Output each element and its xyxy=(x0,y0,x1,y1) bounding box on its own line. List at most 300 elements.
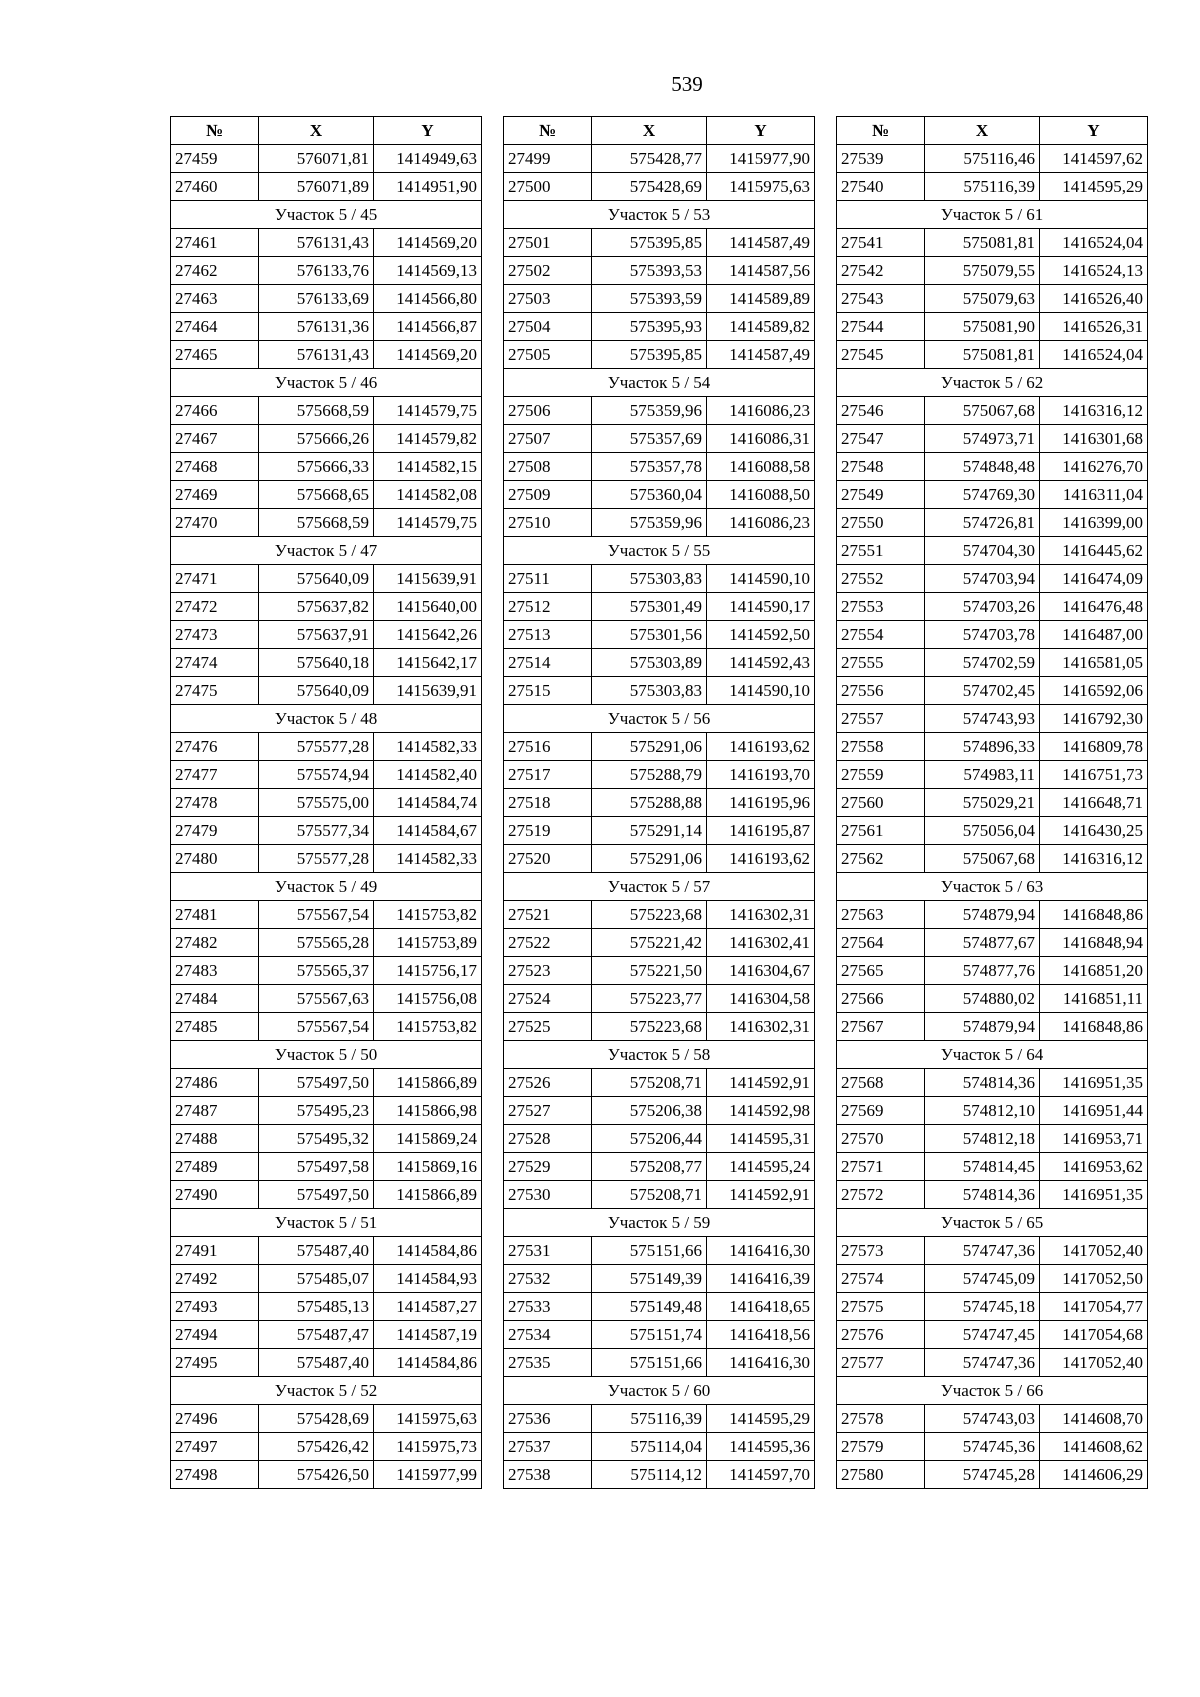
coord-x: 575288,88 xyxy=(592,789,707,817)
coord-y: 1417052,40 xyxy=(1040,1349,1148,1377)
coord-y: 1414584,67 xyxy=(374,817,482,845)
point-number: 27514 xyxy=(504,649,592,677)
coord-y: 1414589,89 xyxy=(707,285,815,313)
table-row xyxy=(171,1433,482,1461)
table-row xyxy=(504,845,815,873)
table-row xyxy=(171,817,482,845)
table-row xyxy=(837,957,1148,985)
coord-y: 1415869,16 xyxy=(374,1153,482,1181)
table-row xyxy=(504,1097,815,1125)
header-y: Y xyxy=(374,117,482,145)
coord-x: 575637,82 xyxy=(259,593,374,621)
coord-y: 1414592,50 xyxy=(707,621,815,649)
point-number: 27573 xyxy=(837,1237,925,1265)
table-row xyxy=(171,453,482,481)
coord-x: 575574,94 xyxy=(259,761,374,789)
point-number: 27471 xyxy=(171,565,259,593)
coord-x: 575428,69 xyxy=(592,173,707,201)
coord-x: 575116,39 xyxy=(925,173,1040,201)
coord-y: 1416848,94 xyxy=(1040,929,1148,957)
point-number: 27469 xyxy=(171,481,259,509)
point-number: 27463 xyxy=(171,285,259,313)
coordinates-table-right xyxy=(836,116,1148,1489)
table-header-row xyxy=(504,117,815,145)
coord-y: 1414595,24 xyxy=(707,1153,815,1181)
point-number: 27516 xyxy=(504,733,592,761)
coord-y: 1416195,96 xyxy=(707,789,815,817)
section-title: Участок 5 / 65 xyxy=(837,1209,1148,1237)
point-number: 27551 xyxy=(837,537,925,565)
coord-x: 574814,36 xyxy=(925,1069,1040,1097)
point-number: 27521 xyxy=(504,901,592,929)
point-number: 27537 xyxy=(504,1433,592,1461)
coord-y: 1414592,91 xyxy=(707,1069,815,1097)
table-row xyxy=(171,229,482,257)
coord-x: 575428,69 xyxy=(259,1405,374,1433)
coord-y: 1416951,35 xyxy=(1040,1181,1148,1209)
point-number: 27512 xyxy=(504,593,592,621)
table-row xyxy=(171,1013,482,1041)
point-number: 27578 xyxy=(837,1405,925,1433)
coord-x: 575640,09 xyxy=(259,565,374,593)
table-row xyxy=(837,397,1148,425)
point-number: 27483 xyxy=(171,957,259,985)
table-row xyxy=(504,1237,815,1265)
point-number: 27502 xyxy=(504,257,592,285)
coord-x: 576131,36 xyxy=(259,313,374,341)
header-y: Y xyxy=(707,117,815,145)
coord-y: 1414592,98 xyxy=(707,1097,815,1125)
coord-x: 575221,42 xyxy=(592,929,707,957)
coord-y: 1414584,86 xyxy=(374,1237,482,1265)
point-number: 27574 xyxy=(837,1265,925,1293)
coord-x: 575565,28 xyxy=(259,929,374,957)
section-row xyxy=(171,1377,482,1405)
table-row xyxy=(837,649,1148,677)
coord-y: 1414582,15 xyxy=(374,453,482,481)
coord-x: 575079,63 xyxy=(925,285,1040,313)
coord-y: 1414608,70 xyxy=(1040,1405,1148,1433)
coord-y: 1414582,33 xyxy=(374,733,482,761)
coord-x: 575081,81 xyxy=(925,341,1040,369)
point-number: 27504 xyxy=(504,313,592,341)
point-number: 27527 xyxy=(504,1097,592,1125)
coord-y: 1416304,58 xyxy=(707,985,815,1013)
coord-x: 575666,33 xyxy=(259,453,374,481)
point-number: 27525 xyxy=(504,1013,592,1041)
table-row xyxy=(837,481,1148,509)
point-number: 27555 xyxy=(837,649,925,677)
table-row xyxy=(837,145,1148,173)
point-number: 27497 xyxy=(171,1433,259,1461)
table-row xyxy=(837,1153,1148,1181)
coord-y: 1416848,86 xyxy=(1040,901,1148,929)
coord-y: 1416086,23 xyxy=(707,509,815,537)
header-x: X xyxy=(259,117,374,145)
section-title: Участок 5 / 56 xyxy=(504,705,815,733)
coord-y: 1416086,23 xyxy=(707,397,815,425)
coord-y: 1415977,90 xyxy=(707,145,815,173)
header-number: № xyxy=(837,117,925,145)
section-title: Участок 5 / 59 xyxy=(504,1209,815,1237)
section-row xyxy=(837,369,1148,397)
point-number: 27464 xyxy=(171,313,259,341)
table-row xyxy=(504,481,815,509)
table-row xyxy=(504,733,815,761)
coord-y: 1414569,20 xyxy=(374,229,482,257)
table-row xyxy=(837,509,1148,537)
table-row xyxy=(171,397,482,425)
coord-y: 1416951,44 xyxy=(1040,1097,1148,1125)
point-number: 27567 xyxy=(837,1013,925,1041)
section-row xyxy=(171,369,482,397)
coord-y: 1414592,43 xyxy=(707,649,815,677)
coord-x: 575428,77 xyxy=(592,145,707,173)
coord-x: 575303,83 xyxy=(592,677,707,705)
table-header-row xyxy=(837,117,1148,145)
table-row xyxy=(837,705,1148,733)
table-row xyxy=(504,173,815,201)
coord-y: 1416088,50 xyxy=(707,481,815,509)
point-number: 27462 xyxy=(171,257,259,285)
coord-x: 574877,76 xyxy=(925,957,1040,985)
table-row xyxy=(504,565,815,593)
section-row xyxy=(837,1377,1148,1405)
point-number: 27511 xyxy=(504,565,592,593)
table-row xyxy=(171,957,482,985)
table-row xyxy=(504,1405,815,1433)
coord-x: 574745,18 xyxy=(925,1293,1040,1321)
table-header-row xyxy=(171,117,482,145)
coord-y: 1415639,91 xyxy=(374,565,482,593)
coord-y: 1414949,63 xyxy=(374,145,482,173)
table-row xyxy=(504,313,815,341)
point-number: 27535 xyxy=(504,1349,592,1377)
coord-y: 1414569,13 xyxy=(374,257,482,285)
coord-y: 1414587,19 xyxy=(374,1321,482,1349)
coord-x: 575116,39 xyxy=(592,1405,707,1433)
coord-y: 1414587,49 xyxy=(707,229,815,257)
point-number: 27481 xyxy=(171,901,259,929)
point-number: 27506 xyxy=(504,397,592,425)
coord-x: 576133,69 xyxy=(259,285,374,313)
coord-x: 574704,30 xyxy=(925,537,1040,565)
table-row xyxy=(504,1349,815,1377)
coord-y: 1416524,04 xyxy=(1040,229,1148,257)
coord-y: 1414584,93 xyxy=(374,1265,482,1293)
coord-x: 574702,59 xyxy=(925,649,1040,677)
section-title: Участок 5 / 51 xyxy=(171,1209,482,1237)
point-number: 27509 xyxy=(504,481,592,509)
table-row xyxy=(504,1265,815,1293)
table-row xyxy=(837,1265,1148,1293)
coord-y: 1416953,62 xyxy=(1040,1153,1148,1181)
table-row xyxy=(837,845,1148,873)
coord-y: 1415640,00 xyxy=(374,593,482,621)
table-row xyxy=(171,1293,482,1321)
coord-x: 575303,89 xyxy=(592,649,707,677)
table-row xyxy=(837,425,1148,453)
coord-x: 575666,26 xyxy=(259,425,374,453)
point-number: 27495 xyxy=(171,1349,259,1377)
coord-x: 575487,47 xyxy=(259,1321,374,1349)
table-row xyxy=(171,649,482,677)
table-row xyxy=(171,509,482,537)
header-number: № xyxy=(504,117,592,145)
coord-y: 1417052,40 xyxy=(1040,1237,1148,1265)
point-number: 27575 xyxy=(837,1293,925,1321)
coord-y: 1416526,31 xyxy=(1040,313,1148,341)
point-number: 27540 xyxy=(837,173,925,201)
coord-y: 1416476,48 xyxy=(1040,593,1148,621)
table-row xyxy=(171,845,482,873)
coord-x: 575291,06 xyxy=(592,845,707,873)
coord-x: 574973,71 xyxy=(925,425,1040,453)
point-number: 27524 xyxy=(504,985,592,1013)
table-row xyxy=(837,985,1148,1013)
table-row xyxy=(171,173,482,201)
table-row xyxy=(504,1461,815,1489)
section-row xyxy=(171,705,482,733)
coord-y: 1414579,75 xyxy=(374,397,482,425)
coord-x: 575393,59 xyxy=(592,285,707,313)
coord-y: 1415975,63 xyxy=(374,1405,482,1433)
section-row xyxy=(171,1209,482,1237)
point-number: 27526 xyxy=(504,1069,592,1097)
coord-x: 574745,36 xyxy=(925,1433,1040,1461)
table-row xyxy=(837,537,1148,565)
table-row xyxy=(171,313,482,341)
point-number: 27485 xyxy=(171,1013,259,1041)
coord-x: 575291,14 xyxy=(592,817,707,845)
table-row xyxy=(837,453,1148,481)
table-row xyxy=(171,789,482,817)
coord-x: 574880,02 xyxy=(925,985,1040,1013)
header-y: Y xyxy=(1040,117,1148,145)
coord-x: 574747,36 xyxy=(925,1237,1040,1265)
point-number: 27547 xyxy=(837,425,925,453)
coord-y: 1414587,49 xyxy=(707,341,815,369)
coord-y: 1414587,27 xyxy=(374,1293,482,1321)
table-row xyxy=(171,621,482,649)
coord-x: 575359,96 xyxy=(592,397,707,425)
coord-y: 1414579,75 xyxy=(374,509,482,537)
point-number: 27563 xyxy=(837,901,925,929)
point-number: 27562 xyxy=(837,845,925,873)
coord-y: 1416302,31 xyxy=(707,1013,815,1041)
section-title: Участок 5 / 62 xyxy=(837,369,1148,397)
coord-x: 575067,68 xyxy=(925,397,1040,425)
coord-x: 575291,06 xyxy=(592,733,707,761)
page-number: 539 xyxy=(671,72,703,96)
point-number: 27490 xyxy=(171,1181,259,1209)
coord-y: 1416302,41 xyxy=(707,929,815,957)
coord-y: 1415975,63 xyxy=(707,173,815,201)
section-title: Участок 5 / 57 xyxy=(504,873,815,901)
point-number: 27536 xyxy=(504,1405,592,1433)
coord-y: 1416418,65 xyxy=(707,1293,815,1321)
coord-x: 575208,71 xyxy=(592,1181,707,1209)
point-number: 27532 xyxy=(504,1265,592,1293)
point-number: 27570 xyxy=(837,1125,925,1153)
coord-y: 1416276,70 xyxy=(1040,453,1148,481)
coord-y: 1416592,06 xyxy=(1040,677,1148,705)
coord-y: 1415753,82 xyxy=(374,901,482,929)
coord-x: 575567,54 xyxy=(259,1013,374,1041)
coord-x: 576131,43 xyxy=(259,341,374,369)
coord-y: 1416193,70 xyxy=(707,761,815,789)
coord-x: 576131,43 xyxy=(259,229,374,257)
coord-y: 1414569,20 xyxy=(374,341,482,369)
table-row xyxy=(837,901,1148,929)
coord-x: 575116,46 xyxy=(925,145,1040,173)
point-number: 27513 xyxy=(504,621,592,649)
point-number: 27459 xyxy=(171,145,259,173)
point-number: 27531 xyxy=(504,1237,592,1265)
coord-y: 1416304,67 xyxy=(707,957,815,985)
table-row xyxy=(837,285,1148,313)
coord-y: 1416524,04 xyxy=(1040,341,1148,369)
point-number: 27466 xyxy=(171,397,259,425)
coord-y: 1414584,74 xyxy=(374,789,482,817)
coord-x: 575067,68 xyxy=(925,845,1040,873)
coord-y: 1416193,62 xyxy=(707,733,815,761)
coord-x: 574747,36 xyxy=(925,1349,1040,1377)
coord-x: 574703,78 xyxy=(925,621,1040,649)
point-number: 27460 xyxy=(171,173,259,201)
table-row xyxy=(837,1181,1148,1209)
coord-x: 574848,48 xyxy=(925,453,1040,481)
coord-y: 1414584,86 xyxy=(374,1349,482,1377)
point-number: 27479 xyxy=(171,817,259,845)
point-number: 27492 xyxy=(171,1265,259,1293)
section-title: Участок 5 / 52 xyxy=(171,1377,482,1405)
coord-x: 575114,12 xyxy=(592,1461,707,1489)
point-number: 27550 xyxy=(837,509,925,537)
coord-x: 574703,94 xyxy=(925,565,1040,593)
coordinates-table-left xyxy=(170,116,482,1489)
table-row xyxy=(504,1433,815,1461)
coord-x: 575301,49 xyxy=(592,593,707,621)
section-title: Участок 5 / 61 xyxy=(837,201,1148,229)
point-number: 27496 xyxy=(171,1405,259,1433)
point-number: 27503 xyxy=(504,285,592,313)
coord-y: 1415639,91 xyxy=(374,677,482,705)
table-row xyxy=(171,1125,482,1153)
point-number: 27480 xyxy=(171,845,259,873)
coord-y: 1416088,58 xyxy=(707,453,815,481)
coord-y: 1414597,70 xyxy=(707,1461,815,1489)
coord-x: 574703,26 xyxy=(925,593,1040,621)
point-number: 27474 xyxy=(171,649,259,677)
point-number: 27507 xyxy=(504,425,592,453)
coord-y: 1416301,68 xyxy=(1040,425,1148,453)
coord-y: 1416648,71 xyxy=(1040,789,1148,817)
point-number: 27546 xyxy=(837,397,925,425)
point-number: 27534 xyxy=(504,1321,592,1349)
coord-x: 575149,39 xyxy=(592,1265,707,1293)
point-number: 27478 xyxy=(171,789,259,817)
coord-y: 1415642,17 xyxy=(374,649,482,677)
point-number: 27475 xyxy=(171,677,259,705)
point-number: 27530 xyxy=(504,1181,592,1209)
section-row xyxy=(837,1209,1148,1237)
coord-x: 575497,58 xyxy=(259,1153,374,1181)
coord-x: 575395,93 xyxy=(592,313,707,341)
table-row xyxy=(171,425,482,453)
coord-y: 1416851,11 xyxy=(1040,985,1148,1013)
coord-y: 1414595,31 xyxy=(707,1125,815,1153)
coord-x: 574879,94 xyxy=(925,901,1040,929)
header-x: X xyxy=(925,117,1040,145)
point-number: 27529 xyxy=(504,1153,592,1181)
table-row xyxy=(504,761,815,789)
table-row xyxy=(837,1433,1148,1461)
coord-x: 574769,30 xyxy=(925,481,1040,509)
coord-x: 574745,28 xyxy=(925,1461,1040,1489)
section-title: Участок 5 / 46 xyxy=(171,369,482,397)
coord-x: 574747,45 xyxy=(925,1321,1040,1349)
coord-x: 575426,42 xyxy=(259,1433,374,1461)
point-number: 27579 xyxy=(837,1433,925,1461)
coord-y: 1416851,20 xyxy=(1040,957,1148,985)
coord-y: 1415753,89 xyxy=(374,929,482,957)
point-number: 27499 xyxy=(504,145,592,173)
coord-y: 1416524,13 xyxy=(1040,257,1148,285)
coord-x: 575151,66 xyxy=(592,1237,707,1265)
table-row xyxy=(504,1181,815,1209)
table-row xyxy=(171,341,482,369)
coord-y: 1414608,62 xyxy=(1040,1433,1148,1461)
table-row xyxy=(504,1013,815,1041)
point-number: 27564 xyxy=(837,929,925,957)
coord-x: 575575,00 xyxy=(259,789,374,817)
coord-y: 1415866,89 xyxy=(374,1069,482,1097)
section-row xyxy=(504,1377,815,1405)
table-row xyxy=(837,1013,1148,1041)
section-row xyxy=(504,201,815,229)
table-row xyxy=(837,929,1148,957)
coord-y: 1415869,24 xyxy=(374,1125,482,1153)
section-title: Участок 5 / 64 xyxy=(837,1041,1148,1069)
coord-y: 1415975,73 xyxy=(374,1433,482,1461)
coord-y: 1416416,30 xyxy=(707,1237,815,1265)
coord-y: 1414595,29 xyxy=(1040,173,1148,201)
section-row xyxy=(504,705,815,733)
coord-x: 575497,50 xyxy=(259,1181,374,1209)
table-row xyxy=(504,229,815,257)
table-row xyxy=(171,677,482,705)
coord-y: 1416487,00 xyxy=(1040,621,1148,649)
table-row xyxy=(504,453,815,481)
coord-y: 1416418,56 xyxy=(707,1321,815,1349)
coord-x: 574745,09 xyxy=(925,1265,1040,1293)
coord-x: 575359,96 xyxy=(592,509,707,537)
point-number: 27482 xyxy=(171,929,259,957)
coord-x: 574814,36 xyxy=(925,1181,1040,1209)
point-number: 27561 xyxy=(837,817,925,845)
table-row xyxy=(171,1069,482,1097)
point-number: 27501 xyxy=(504,229,592,257)
section-row xyxy=(171,201,482,229)
coord-x: 575223,68 xyxy=(592,1013,707,1041)
coordinates-table-middle xyxy=(503,116,815,1489)
point-number: 27468 xyxy=(171,453,259,481)
coord-x: 575577,28 xyxy=(259,733,374,761)
coord-x: 576071,89 xyxy=(259,173,374,201)
point-number: 27554 xyxy=(837,621,925,649)
coord-x: 575487,40 xyxy=(259,1349,374,1377)
